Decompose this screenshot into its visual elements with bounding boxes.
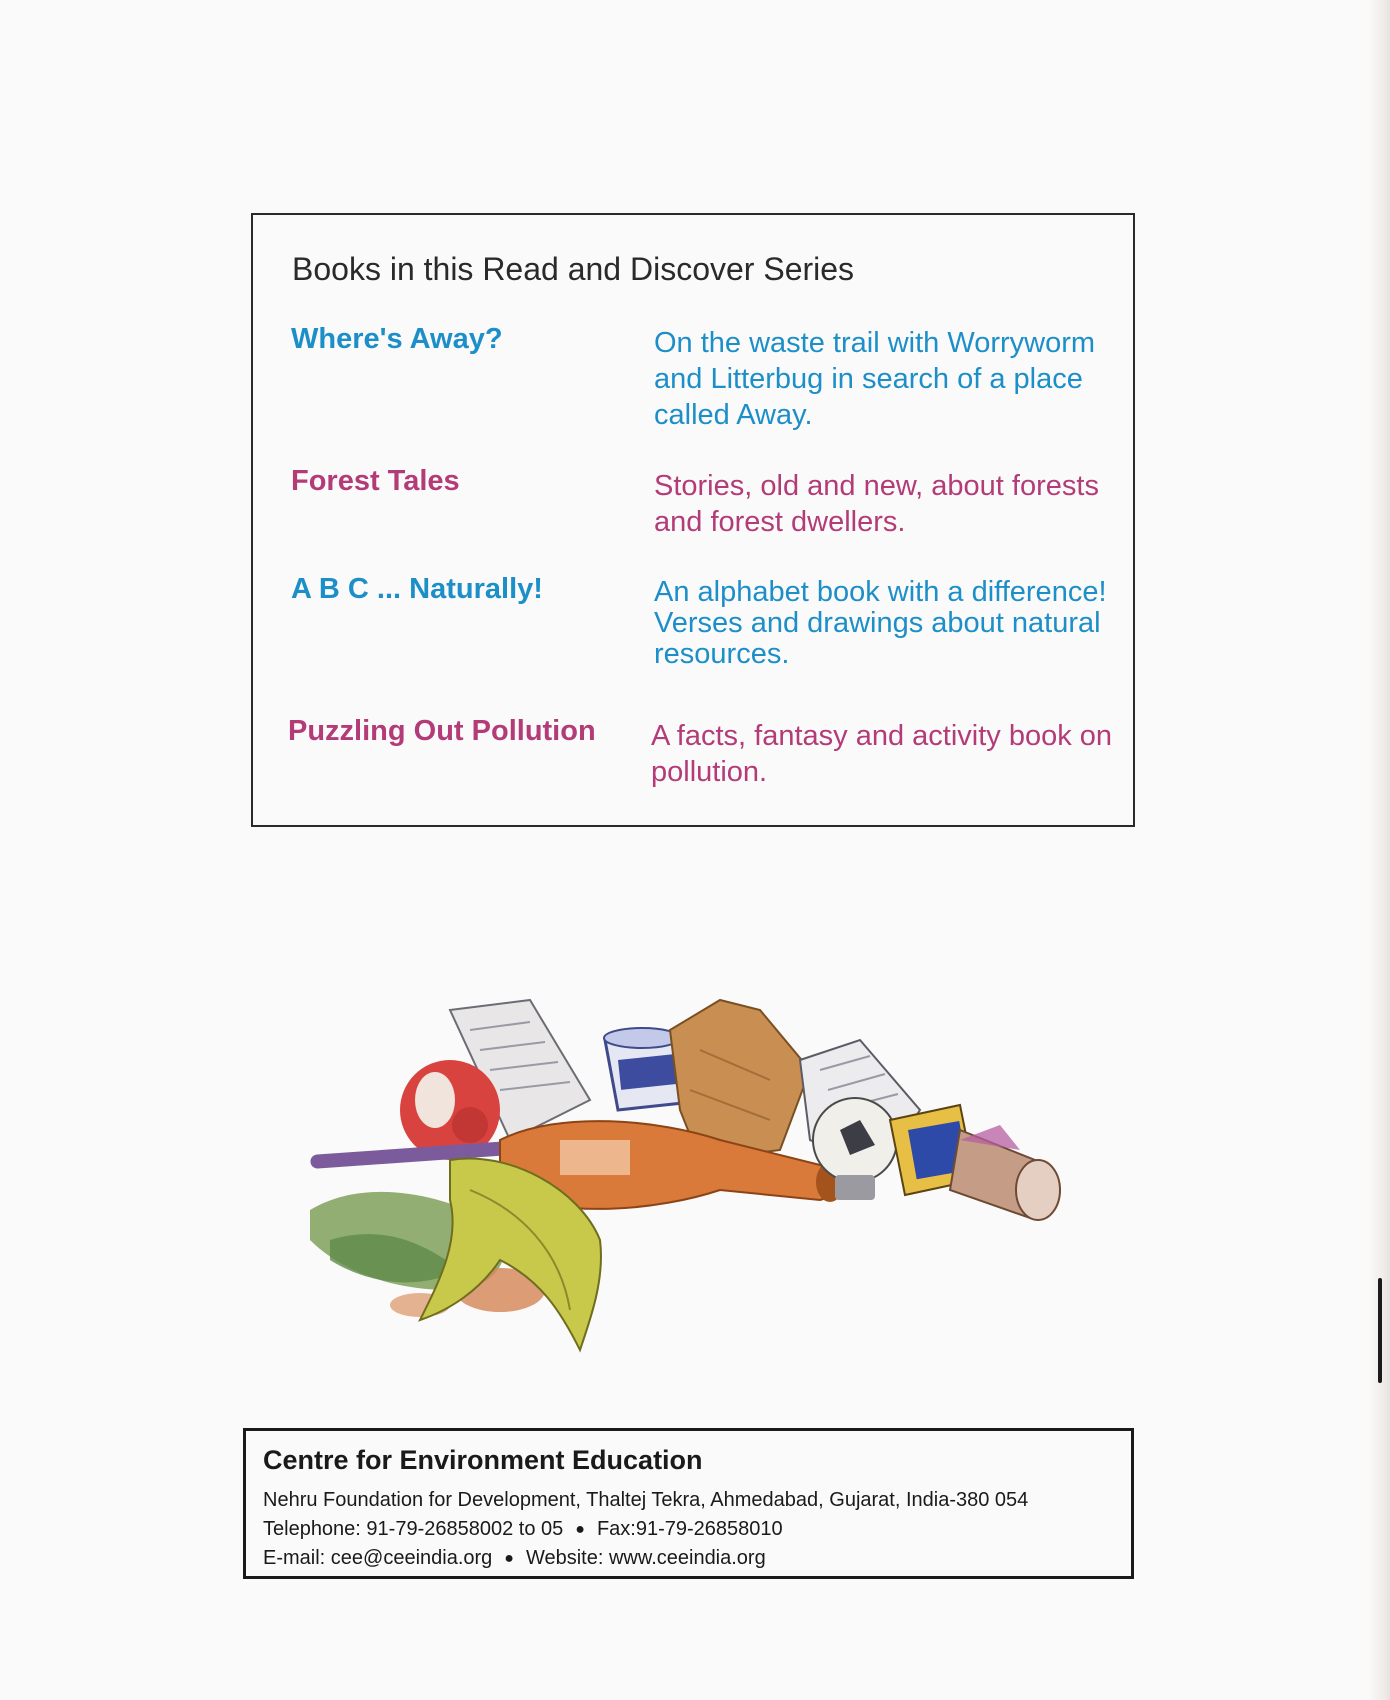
publisher-website[interactable]: Website: www.ceeindia.org bbox=[525, 1547, 766, 1569]
bullet-separator: ● bbox=[504, 1550, 514, 1567]
publisher-name: Centre for Environment Education bbox=[263, 1445, 703, 1475]
series-box bbox=[251, 213, 1135, 827]
publisher-email[interactable]: E-mail: cee@ceeindia.org bbox=[263, 1547, 493, 1569]
book-title-forest-tales: Forest Tales bbox=[291, 465, 460, 497]
publisher-address: Nehru Foundation for Development, Thaltej Tekra, Ahmedabad, Gujarat, India-380 054 bbox=[263, 1489, 1029, 1511]
publisher-fax: Fax:91-79-26858010 bbox=[596, 1518, 783, 1540]
bullet-separator: ● bbox=[575, 1521, 585, 1538]
book-title-puzzling-out-pollution: Puzzling Out Pollution bbox=[288, 715, 596, 747]
binding-mark bbox=[1378, 1278, 1382, 1383]
publisher-contact-line bbox=[263, 1544, 1131, 1573]
series-heading: Books in this Read and Discover Series bbox=[292, 251, 855, 287]
publisher-telephone: Telephone: 91-79-26858002 to 05 bbox=[263, 1518, 564, 1540]
book-description-puzzling-out-pollution: A facts, fantasy and activity book on pollution. bbox=[651, 720, 1113, 788]
book-description-forest-tales: Stories, old and new, about forests and forest dwellers. bbox=[654, 470, 1099, 538]
publisher-info-box bbox=[243, 1428, 1134, 1579]
page-edge-shadow bbox=[1368, 0, 1390, 1700]
publisher-phone-fax-line bbox=[263, 1515, 1131, 1544]
book-description-wheres-away: On the waste trail with Worryworm and Litterbug in search of a place called Away. bbox=[654, 327, 1096, 431]
garbage-pile-illustration bbox=[300, 990, 1070, 1360]
book-description-abc-naturally: An alphabet book with a difference! Verses and drawings about natural resources. bbox=[654, 576, 1107, 670]
book-title-abc-naturally: A B C ... Naturally! bbox=[291, 573, 543, 605]
book-title-wheres-away: Where's Away? bbox=[291, 323, 503, 355]
